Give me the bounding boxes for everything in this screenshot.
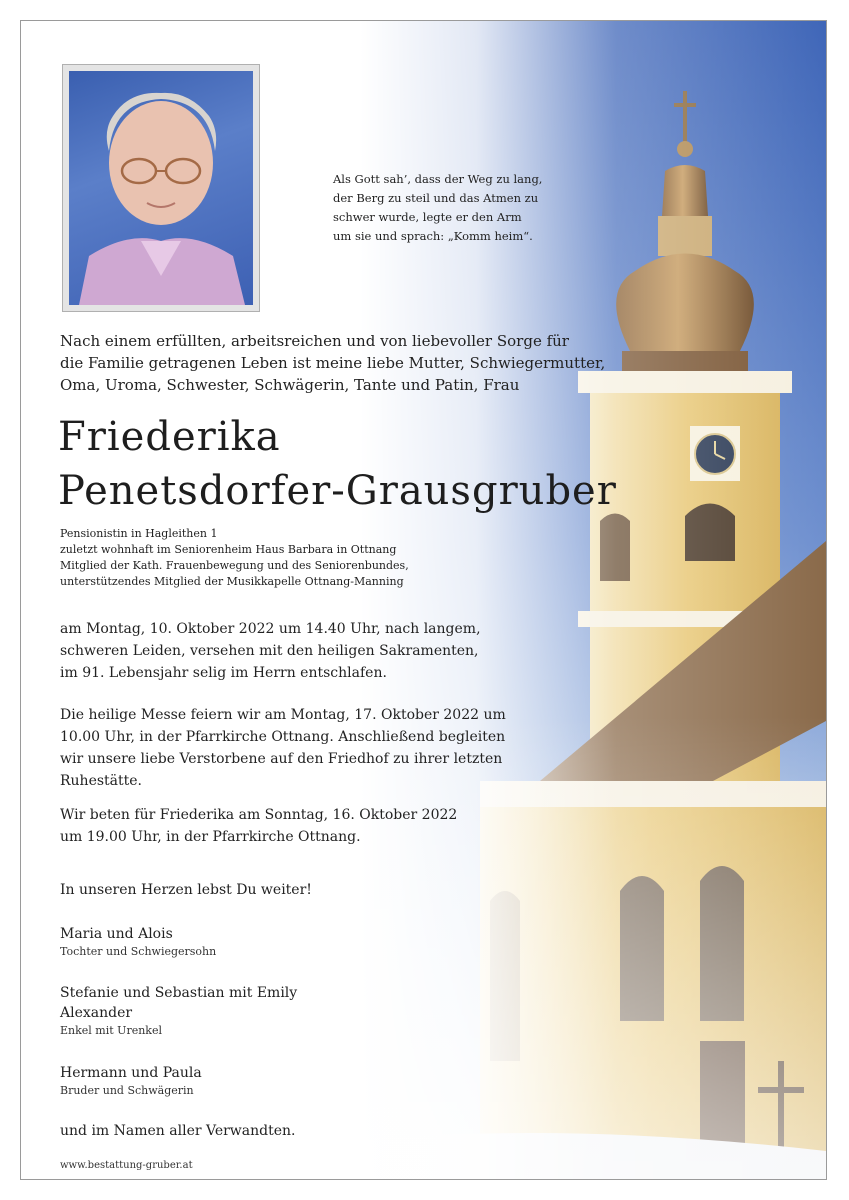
mourner-group: [60, 983, 460, 1039]
mourner-relation: Bruder und Schwägerin: [60, 1084, 194, 1097]
biography: [60, 526, 560, 590]
funeral-line: Ruhestätte.: [60, 773, 143, 789]
website-link[interactable]: www.bestattung-gruber.at: [60, 1160, 193, 1171]
bio-line: zuletzt wohnhaft im Seniorenheim Haus Barbara in Ottnang: [60, 543, 397, 556]
funeral-info: [60, 704, 580, 792]
intro-line: Oma, Uroma, Schwester, Schwägerin, Tante und Patin, Frau: [60, 376, 520, 394]
quote-line: der Berg zu steil und das Atmen zu: [333, 191, 539, 205]
death-notice: [60, 618, 580, 684]
bio-line: Pensionistin in Hagleithen 1: [60, 527, 218, 540]
intro-line: die Familie getragenen Leben ist meine liebe Mutter, Schwiegermutter,: [60, 354, 606, 372]
intro-line: Nach einem erfüllten, arbeitsreichen und von liebevoller Sorge für: [60, 332, 569, 350]
portrait-photo: [69, 71, 253, 305]
bio-line: Mitglied der Kath. Frauenbewegung und des Seniorenbundes,: [60, 559, 409, 572]
funeral-line: wir unsere liebe Verstorbene auf den Friedhof zu ihrer letzten: [60, 751, 503, 767]
death-notice-line: schweren Leiden, versehen mit den heiligen Sakramenten,: [60, 643, 479, 659]
mourner-names: Alexander: [60, 1005, 133, 1021]
prayer-line: Wir beten für Friederika am Sonntag, 16. Oktober 2022: [60, 807, 458, 823]
mourner-names: Hermann und Paula: [60, 1065, 202, 1081]
mourner-relation: Enkel mit Urenkel: [60, 1024, 162, 1037]
mourner-names: Stefanie und Sebastian mit Emily: [60, 985, 298, 1001]
funeral-line: Die heilige Messe feiern wir am Montag, 17. Oktober 2022 um: [60, 707, 506, 723]
bio-line: unterstützendes Mitglied der Musikkapelle Ottnang-Manning: [60, 575, 404, 588]
mourner-relation: Tochter und Schwiegersohn: [60, 945, 217, 958]
prayer-line: um 19.00 Uhr, in der Pfarrkirche Ottnang.: [60, 829, 361, 845]
portrait-frame: [62, 64, 260, 312]
quote-line: um sie und sprach: „Komm heim“.: [333, 229, 533, 243]
funeral-line: 10.00 Uhr, in der Pfarrkirche Ottnang. Anschließend begleiten: [60, 729, 506, 745]
death-notice-line: im 91. Lebensjahr selig im Herrn entschlafen.: [60, 665, 387, 681]
prayer-info: [60, 804, 580, 848]
death-notice-line: am Montag, 10. Oktober 2022 um 14.40 Uhr, nach langem,: [60, 621, 481, 637]
mourner-group: [60, 1063, 460, 1099]
quote-line: schwer wurde, legte er den Arm: [333, 210, 522, 224]
deceased-last-name: Penetsdorfer-Grausgruber: [58, 468, 617, 514]
deceased-name: [58, 410, 617, 518]
memorial-quote: [333, 170, 573, 246]
closing-line: In unseren Herzen lebst Du weiter!: [60, 882, 312, 898]
mourner-group: [60, 924, 460, 960]
mourner-names: Maria und Alois: [60, 926, 173, 942]
intro-text: [60, 330, 660, 396]
quote-line: Als Gott sah’, dass der Weg zu lang,: [333, 172, 543, 186]
family-closing: und im Namen aller Verwandten.: [60, 1123, 296, 1139]
deceased-first-name: Friederika: [58, 414, 281, 460]
